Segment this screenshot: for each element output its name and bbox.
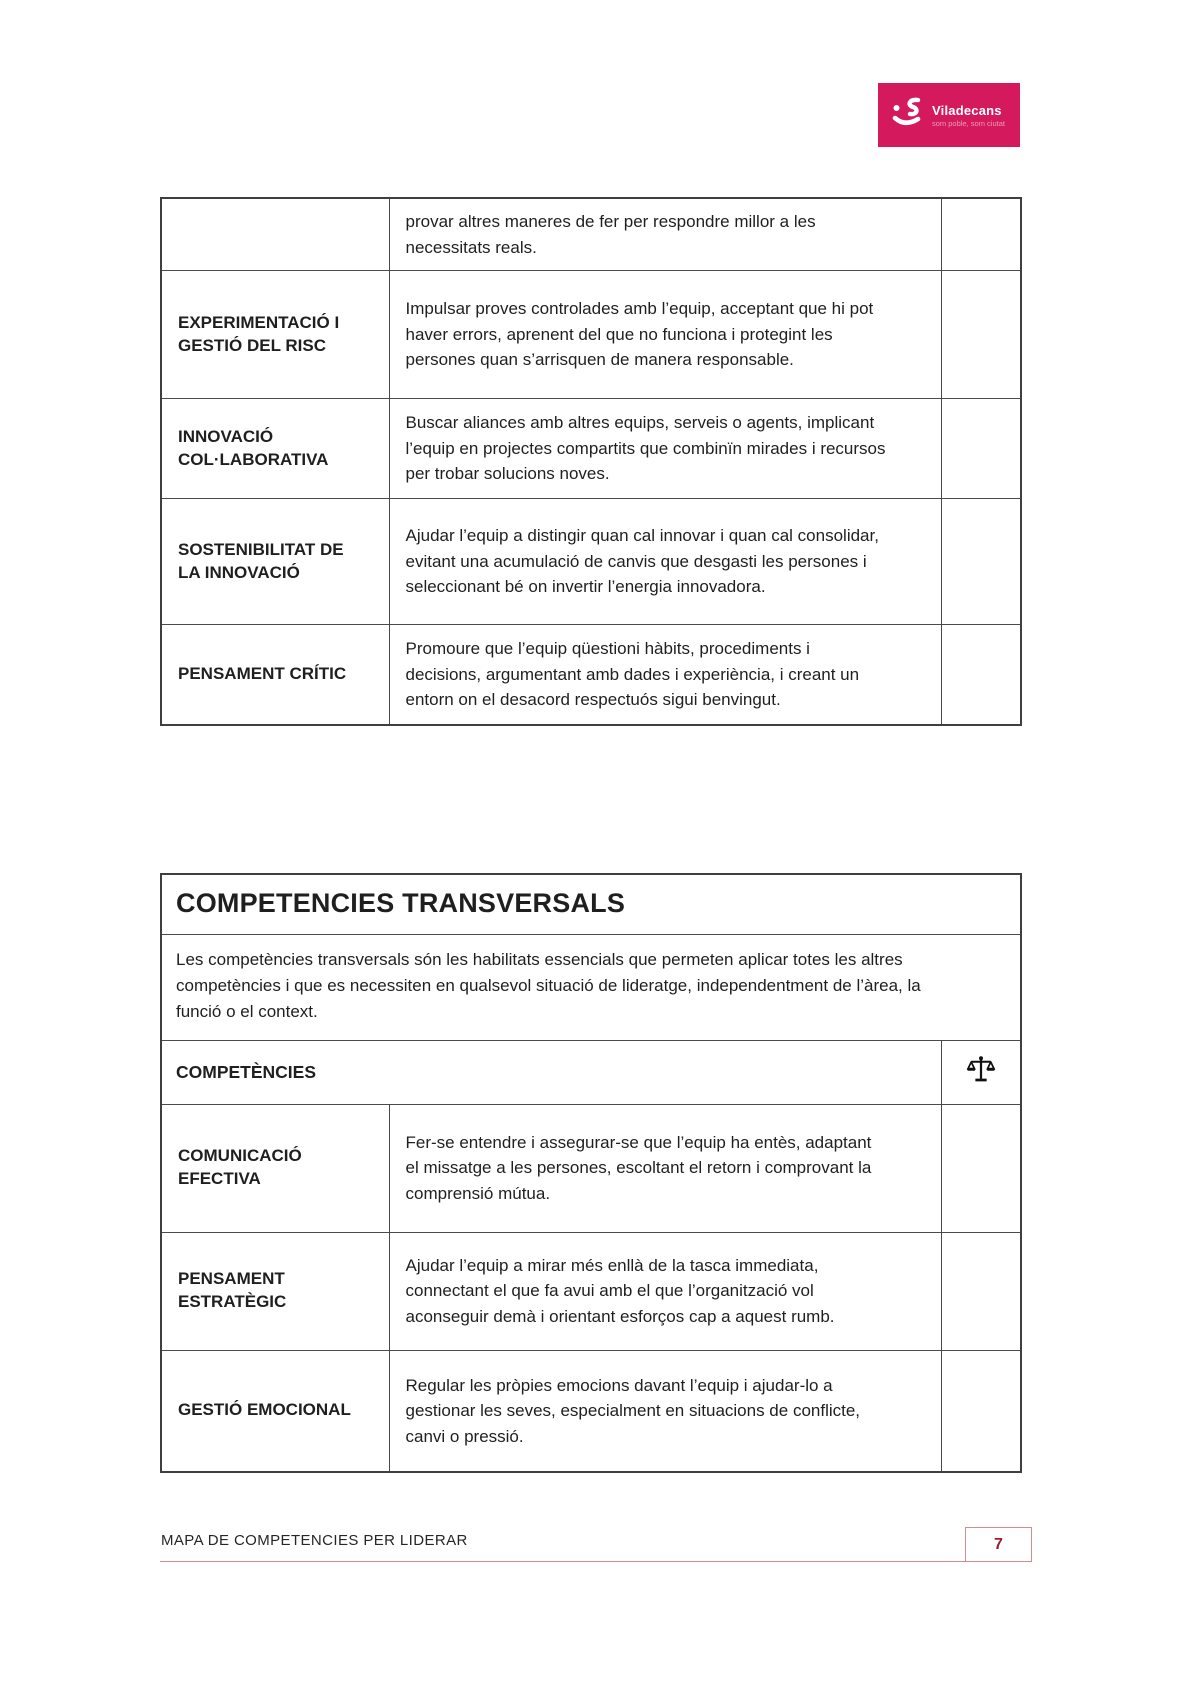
competency-description-cell: Buscar aliances amb altres equips, serveis o agents, implicant l’equip en projectes compartits que combinïn mirades i recursos per trobar solucions noves. bbox=[389, 399, 941, 499]
competencies-innovacio-table bbox=[160, 197, 1022, 726]
section-title: COMPETENCIES TRANSVERSALS bbox=[161, 874, 1021, 934]
competency-description-cell: Impulsar proves controlades amb l’equip, acceptant que hi pot haver errors, aprenent del que no funciona i protegint les persones quan s’arrisquen de manera responsable. bbox=[389, 271, 941, 399]
assessment-cell bbox=[941, 399, 1021, 499]
logo-brand-text: Viladecans bbox=[932, 102, 1002, 118]
section-intro-row bbox=[161, 934, 1021, 1040]
assessment-cell bbox=[941, 1350, 1021, 1472]
viladecans-logo bbox=[878, 83, 1020, 147]
column-header-row bbox=[161, 1040, 1021, 1104]
competencies-transversals-table bbox=[160, 873, 1022, 1473]
assessment-cell bbox=[941, 625, 1021, 725]
competency-name-cell: GESTIÓ EMOCIONAL bbox=[161, 1350, 389, 1472]
table-row bbox=[161, 1104, 1021, 1232]
table-row bbox=[161, 625, 1021, 725]
competency-description-cell: Regular les pròpies emocions davant l’equip i ajudar-lo a gestionar les seves, especialment en situacions de conflicte, canvi o pressió. bbox=[389, 1350, 941, 1472]
smiley-icon bbox=[891, 97, 925, 134]
assessment-cell bbox=[941, 271, 1021, 399]
table-row bbox=[161, 499, 1021, 625]
competency-description-cell: Fer-se entendre i assegurar-se que l’equip ha entès, adaptant el missatge a les persones, escoltant el retorn i comprovant la comprensió mútua. bbox=[389, 1104, 941, 1232]
table-row bbox=[161, 271, 1021, 399]
table-row bbox=[161, 1350, 1021, 1472]
footer-document-title: MAPA DE COMPETENCIES PER LIDERAR bbox=[161, 1532, 468, 1549]
logo-tagline: som poble, som ciutat bbox=[932, 118, 1005, 128]
assessment-cell bbox=[941, 1232, 1021, 1350]
section-intro-text: Les competències transversals són les habilitats essencials que permeten aplicar totes les altres competències i que es necessiten en qualsevol situació de lideratge, independentment de l’àrea, la funció o el context. bbox=[161, 934, 1021, 1040]
competency-description-cell: provar altres maneres de fer per respondre millor a les necessitats reals. bbox=[389, 198, 941, 271]
competency-name-cell: EXPERIMENTACIÓ I GESTIÓ DEL RISC bbox=[161, 271, 389, 399]
competency-description-cell: Promoure que l’equip qüestioni hàbits, procediments i decisions, argumentant amb dades i experiència, i creant un entorn on el desacord respectuós sigui benvingut. bbox=[389, 625, 941, 725]
section-title-row bbox=[161, 874, 1021, 934]
assessment-cell bbox=[941, 1104, 1021, 1232]
page-number-badge: 7 bbox=[965, 1527, 1032, 1562]
competency-name-cell: SOSTENIBILITAT DE LA INNOVACIÓ bbox=[161, 499, 389, 625]
footer-divider bbox=[160, 1561, 1032, 1562]
scales-icon bbox=[966, 1072, 996, 1089]
assessment-cell bbox=[941, 198, 1021, 271]
competency-name-cell: PENSAMENT ESTRATÈGIC bbox=[161, 1232, 389, 1350]
assessment-cell bbox=[941, 499, 1021, 625]
competency-name-cell bbox=[161, 198, 389, 271]
table-row bbox=[161, 1232, 1021, 1350]
competency-description-cell: Ajudar l’equip a mirar més enllà de la tasca immediata, connectant el que fa avui amb el que l’organització vol aconseguir demà i orientant esforços cap a aquest rumb. bbox=[389, 1232, 941, 1350]
table-row bbox=[161, 198, 1021, 271]
competency-name-cell: INNOVACIÓ COL·LABORATIVA bbox=[161, 399, 389, 499]
competency-name-cell: PENSAMENT CRÍTIC bbox=[161, 625, 389, 725]
table-row bbox=[161, 399, 1021, 499]
competency-name-cell: COMUNICACIÓ EFECTIVA bbox=[161, 1104, 389, 1232]
assessment-column-header bbox=[941, 1040, 1021, 1104]
competencies-column-header: COMPETÈNCIES bbox=[161, 1040, 941, 1104]
competency-description-cell: Ajudar l’equip a distingir quan cal innovar i quan cal consolidar, evitant una acumulació de canvis que desgasti les persones i seleccionant bé on invertir l’energia innovadora. bbox=[389, 499, 941, 625]
